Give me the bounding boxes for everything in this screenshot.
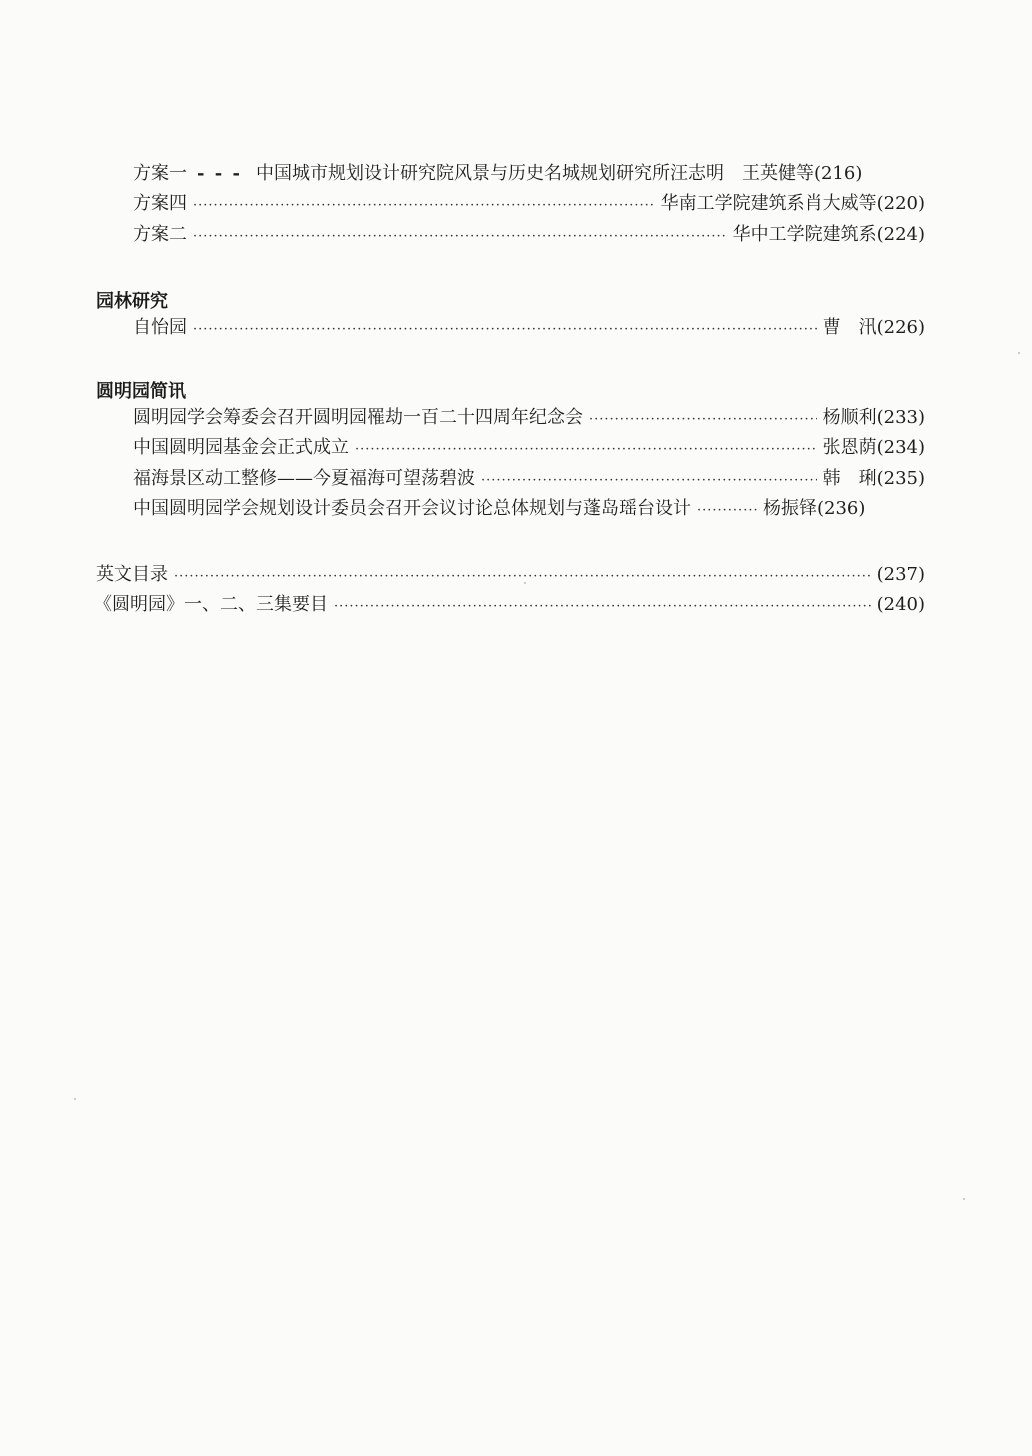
entry-title: 自怡园 — [133, 317, 187, 338]
leader-dots — [589, 407, 817, 433]
leader-dots — [193, 193, 655, 219]
toc-entry-news-3 — [133, 466, 925, 494]
scan-speck — [74, 1098, 76, 1100]
entry-page: (226) — [876, 317, 925, 338]
leader-dots — [334, 594, 871, 620]
entry-title: 中国圆明园基金会正式成立 — [133, 437, 349, 458]
leader-dots — [174, 564, 871, 590]
toc-entry-plan-4 — [133, 191, 925, 219]
entry-separator: - - - — [197, 163, 242, 184]
scan-speck — [1018, 352, 1020, 354]
toc-entry-news-1 — [133, 405, 925, 433]
entry-author: 华南工学院建筑系肖大威等 — [660, 193, 877, 214]
toc-entry-plan-1 — [133, 161, 925, 187]
entry-page: (235) — [876, 468, 925, 489]
entry-title: 英文目录 — [96, 564, 168, 585]
toc-entry-english-contents — [96, 562, 925, 590]
entry-author: 华中工学院建筑系 — [732, 224, 877, 245]
entry-author: 曹 汛 — [822, 317, 877, 338]
leader-dots — [193, 224, 727, 250]
leader-dots — [355, 437, 817, 463]
entry-title: 《圆明园》一、二、三集要目 — [94, 594, 328, 615]
entry-title: 方案一 — [133, 163, 187, 184]
entry-title: 方案四 — [133, 193, 187, 214]
entry-title: 方案二 — [133, 224, 187, 245]
entry-page: (233) — [876, 407, 925, 428]
scan-speck — [524, 582, 526, 584]
entry-author: 杨振铎 — [763, 498, 817, 519]
toc-entry-news-2 — [133, 435, 925, 463]
entry-title: 圆明园学会筹委会召开圆明园罹劫一百二十四周年纪念会 — [133, 407, 583, 428]
entry-page: (236) — [817, 498, 866, 519]
entry-page: (220) — [876, 193, 925, 214]
leader-dots — [697, 498, 757, 524]
entry-page: (240) — [876, 594, 925, 615]
entry-page: (237) — [876, 564, 925, 585]
section-heading-garden-research: 园林研究 — [96, 291, 168, 312]
entry-page: (216) — [813, 163, 863, 184]
leader-dots — [481, 468, 817, 494]
entry-page: (224) — [876, 224, 925, 245]
entry-author: 张恩荫 — [822, 437, 877, 458]
scan-speck — [963, 1198, 965, 1200]
entry-author: 杨顺利 — [822, 407, 877, 428]
toc-entry-collections — [94, 592, 925, 620]
entry-author: 韩 琍 — [822, 468, 877, 489]
toc-entry-plan-2 — [133, 222, 925, 250]
toc-entry-news-4 — [133, 496, 925, 524]
leader-dots — [193, 317, 817, 343]
entry-author: 中国城市规划设计研究院风景与历史名城规划研究所汪志明 王英健等 — [255, 163, 814, 184]
entry-title: 福海景区动工整修——今夏福海可望荡碧波 — [133, 468, 475, 489]
entry-title: 中国圆明园学会规划设计委员会召开会议讨论总体规划与蓬岛瑶台设计 — [133, 498, 691, 519]
entry-page: (234) — [876, 437, 925, 458]
toc-entry-ziyiyuan — [133, 315, 925, 343]
section-heading-yuanmingyuan-news: 圆明园简讯 — [96, 381, 186, 402]
